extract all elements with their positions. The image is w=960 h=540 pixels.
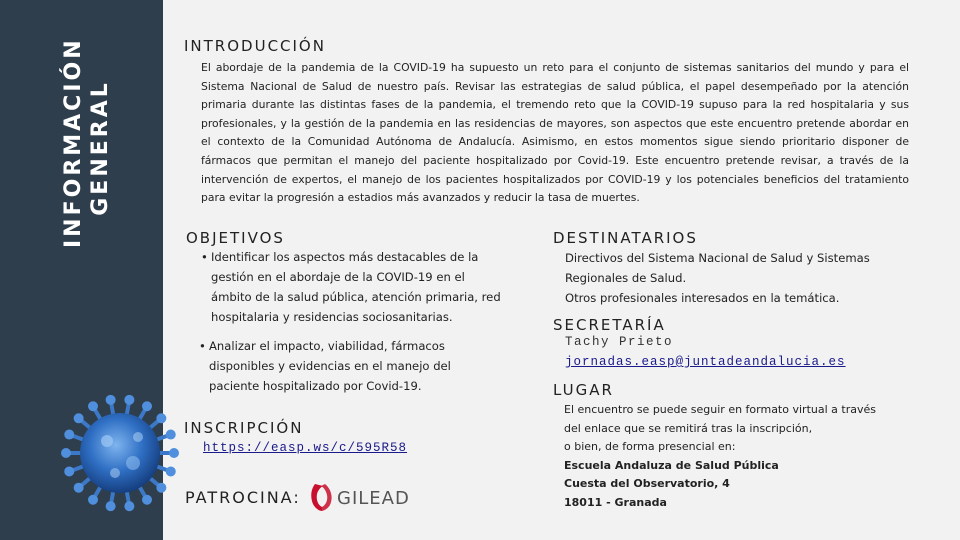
sidebar-title (60, 37, 114, 248)
coronavirus-image (55, 393, 185, 513)
destinatarios-line-1: Directivos del Sistema Nacional de Salud y Sistemas (565, 251, 870, 265)
patrocina-label: PATROCINA: (185, 488, 301, 507)
inscripcion-link[interactable]: https://easp.ws/c/595R58 (203, 441, 408, 455)
destinatarios-text (565, 248, 925, 308)
lugar-heading: LUGAR (553, 381, 614, 399)
sidebar-title-line1: INFORMACIÓN (61, 37, 86, 248)
inscripcion-link-wrap (203, 440, 407, 455)
destinatarios-line-3: Otros profesionales interesados en la temática. (565, 291, 840, 305)
objetivos-item-1-text: Identificar los aspectos más destacables de la gestión en el abordaje de la COVID-19 en el ámbito de la salud pública, atención primaria, red hospitalaria y residencias sociosanitarias. (211, 250, 501, 324)
secretaria-email-wrap (565, 354, 846, 369)
gilead-logo-text: GILEAD (337, 488, 410, 509)
bullet-icon: • (199, 339, 206, 353)
introduccion-text: El abordaje de la pandemia de la COVID-19 ha supuesto un reto para el conjunto de sistemas sanitarios del mundo y para el Sistema Nacional de Salud de nuestro país. Revisar las estrategias de salud pública, el papel desempeñado por la atención primaria durante las distintas fases de la pandemia, el tremendo reto que la COVID-19 supuso para la red hospitalaria y sus profesionales, y la gestión de la pandemia en las residencias de mayores, son aspectos que este encuentro pretende abordar en el contexto de la Comunidad Autónoma de Andalucía. Asimismo, en estos momentos sigue siendo prioritario disponer de fármacos que permitan el manejo del paciente hospitalizado por Covid-19. Este encuentro pretende revisar, a través de la intervención de expertos, el manejo de los pacientes hospitalizados por COVID-19 y los potenciales beneficios del tratamiento para evitar la progresión a estadios más avanzados y reducir la tasa de muertes. (201, 61, 909, 205)
secretaria-name: Tachy Prieto (565, 335, 674, 349)
sidebar-title-line2: GENERAL (88, 80, 113, 216)
objetivos-item-2-text: Analizar el impacto, viabilidad, fármacos disponibles y evidencias en el manejo del paciente hospitalizado por Covid-19. (209, 339, 451, 393)
lugar-street: Cuesta del Observatorio, 4 (564, 477, 730, 490)
lugar-text (564, 401, 924, 512)
lugar-line-1: El encuentro se puede seguir en formato virtual a través (564, 403, 876, 416)
lugar-city: 18011 - Granada (564, 495, 667, 509)
destinatarios-heading: DESTINATARIOS (553, 229, 698, 247)
lugar-line-2: del enlace que se remitirá tras la inscripción, (564, 421, 813, 435)
objetivos-item-2 (199, 336, 479, 396)
inscripcion-heading: INSCRIPCIÓN (184, 419, 304, 437)
objetivos-heading: OBJETIVOS (186, 229, 285, 247)
lugar-venue: Escuela Andaluza de Salud Pública (564, 458, 779, 472)
secretaria-heading: SECRETARÍA (553, 316, 666, 334)
gilead-logo (307, 481, 425, 513)
bullet-icon: • (201, 250, 208, 264)
lugar-line-3: o bien, de forma presencial en: (564, 440, 736, 453)
objetivos-item-1 (201, 247, 503, 327)
introduccion-heading: INTRODUCCIÓN (184, 37, 326, 55)
destinatarios-line-2: Regionales de Salud. (565, 271, 687, 285)
secretaria-email-link[interactable]: jornadas.easp@juntadeandalucia.es (565, 355, 846, 369)
